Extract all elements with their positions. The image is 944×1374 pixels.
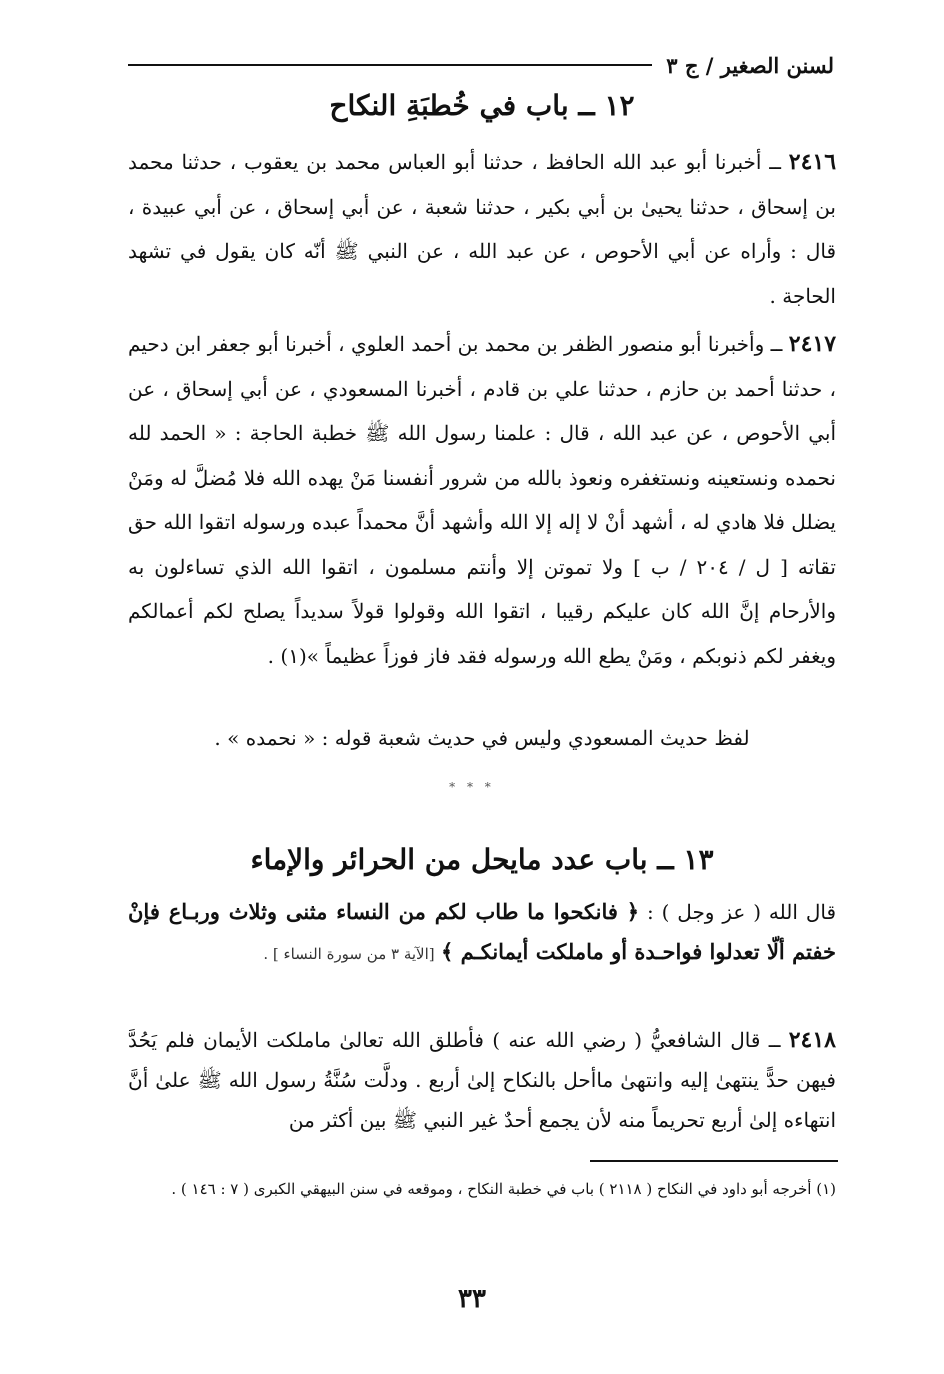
hadith-text: وأخبرنا أبو منصور الظفر بن محمد بن أحمد العلوي ، أخبرنا أبو جعفر ابن دحيم ، حدثنا أحمد بن حازم ، حدثنا علي بن قادم ، أخبرنا المسعودي ، عن أبي إسحاق ، عن أبي الأحوص ، عن عبد الله ، قال : علمنا رسول الله ﷺ خطبة الحاجة : « الحمد لله نحمده ونستعينه ونستغفره ونعوذ بالله من شرور أنفسنا مَنْ يهده الله فلا مُضلَّ له ومَنْ يضلل فلا هادي له ، أشهد أنْ لا إله إلا الله وأشهد أنَّ محمداً عبده ورسوله اتقوا الله حق تقاته [ ل / ٢٠٤ / ب ] ولا تموتن إلا وأنتم مسلمون ، اتقوا الله الذي تساءلون به والأرحام إنَّ الله كان عليكم رقيبا ، اتقوا الله وقولوا قولاً سديداً يصلح لكم أعمالكم ويغفر لكم ذنوبكم ، ومَنْ يطع الله ورسوله فقد فاز فوزاً عظيماً »(١) . [128,332,836,668]
running-header [128,50,834,80]
hadith-2416: ٢٤١٦ ــ أخبرنا أبو عبد الله الحافظ ، حدثنا أبو العباس محمد بن يعقوب ، حدثنا محمد بن إسحاق ، حدثنا يحيىٰ بن أبي بكير ، حدثنا شعبة ، عن أبي إسحاق ، عن أبي عبيدة ، قال : وأراه عن أبي الأحوص ، عن عبد الله ، عن النبي ﷺ أنّه كان يقول في تشهد الحاجة . [128,149,837,308]
hadith-number: ٢٤١٦ [788,149,837,175]
running-header-title: لسنن الصغير / ج ٣ [666,52,834,78]
hadith-number: ٢٤١٨ [788,1027,836,1053]
verse-reference: [الآية ٣ من سورة النساء ] . [263,945,435,963]
page-number: ٣٣ [458,1284,486,1314]
verse-intro: قال الله ( عز وجل ) : [646,900,837,924]
hadith-number: ٢٤١٧ [788,331,837,357]
hadith-2418: ٢٤١٨ ــ قال الشافعيُّ ( رضي الله عنه ) فأطلق الله تعالىٰ ماملكت الأيمان فلم يَحُدَّ فيهن حدًّ ينتهىٰ إليه وانتهىٰ ماأحل بالنكاح إلىٰ أربع . ودلَّت سُنَّةُ رسول الله ﷺ علىٰ أنَّ انتهاءه إلىٰ أربع تحريماً منه لأن يجمع أحدٌ غير النبي ﷺ بين أكثر من [128,1027,836,1132]
quran-verse: ﴿ فانكحوا ما طاب لكم من النساء مثنى وثلاث وربـاع فإنْ خفتم ألّا تعدلوا فواحـدة أو ماملكت أيمانكـم ﴾ [128,899,836,964]
section-heading-13: ١٣ ــ باب عدد مايحل من الحرائر والإماء [250,843,714,876]
note-line: لفظ حديث المسعودي وليس في حديث شعبة قوله : « نحمده » . [214,726,750,750]
hadith-text: قال الشافعيُّ ( رضي الله عنه ) فأطلق الله تعالىٰ ماملكت الأيمان فلم يَحُدَّ فيهن حدًّ ينتهىٰ إليه وانتهىٰ ماأحل بالنكاح إلىٰ أربع . ودلَّت سُنَّةُ رسول الله ﷺ علىٰ أنَّ انتهاءه إلىٰ أربع تحريماً منه لأن يجمع أحدٌ غير النبي ﷺ بين أكثر من [128,1028,836,1132]
section-heading-12: ١٢ ــ باب في خُطبَةِ النكاح [329,89,635,122]
hadith-2417: ٢٤١٧ ــ وأخبرنا أبو منصور الظفر بن محمد بن أحمد العلوي ، أخبرنا أبو جعفر ابن دحيم ، حدثنا أحمد بن حازم ، حدثنا علي بن قادم ، أخبرنا المسعودي ، عن أبي إسحاق ، عن أبي الأحوص ، عن عبد الله ، قال : علمنا رسول الله ﷺ خطبة الحاجة : « الحمد لله نحمده ونستعينه ونستغفره ونعوذ بالله من شرور أنفسنا مَنْ يهده الله فلا مُضلَّ له ومَنْ يضلل فلا هادي له ، أشهد أنْ لا إله إلا الله وأشهد أنَّ محمداً عبده ورسوله اتقوا الله حق تقاته [ ل / ٢٠٤ / ب ] ولا تموتن إلا وأنتم مسلمون ، اتقوا الله الذي تساءلون به والأرحام إنَّ الله كان عليكم رقيبا ، اتقوا الله وقولوا قولاً سديداً يصلح لكم أعمالكم ويغفر لكم ذنوبكم ، ومَنْ يطع الله ورسوله فقد فاز فوزاً عظيماً »(١) . [128,331,837,668]
section-divider: * * * [449,780,495,794]
footnote: (١) أخرجه أبو داود في النكاح ( ٢١١٨ ) باب في خطبة النكاح ، وموقعه في سنن البيهقي الكبرى ( ٧ : ١٤٦ ) . [171,1180,836,1198]
hadith-text: أخبرنا أبو عبد الله الحافظ ، حدثنا أبو العباس محمد بن يعقوب ، حدثنا محمد بن إسحاق ، حدثنا يحيىٰ بن أبي بكير ، حدثنا شعبة ، عن أبي إسحاق ، عن أبي عبيدة ، قال : وأراه عن أبي الأحوص ، عن عبد الله ، عن النبي ﷺ أنّه كان يقول في تشهد الحاجة . [128,150,836,308]
verse-block [128,892,836,974]
footnote-rule [590,1160,838,1162]
header-rule [128,64,652,66]
